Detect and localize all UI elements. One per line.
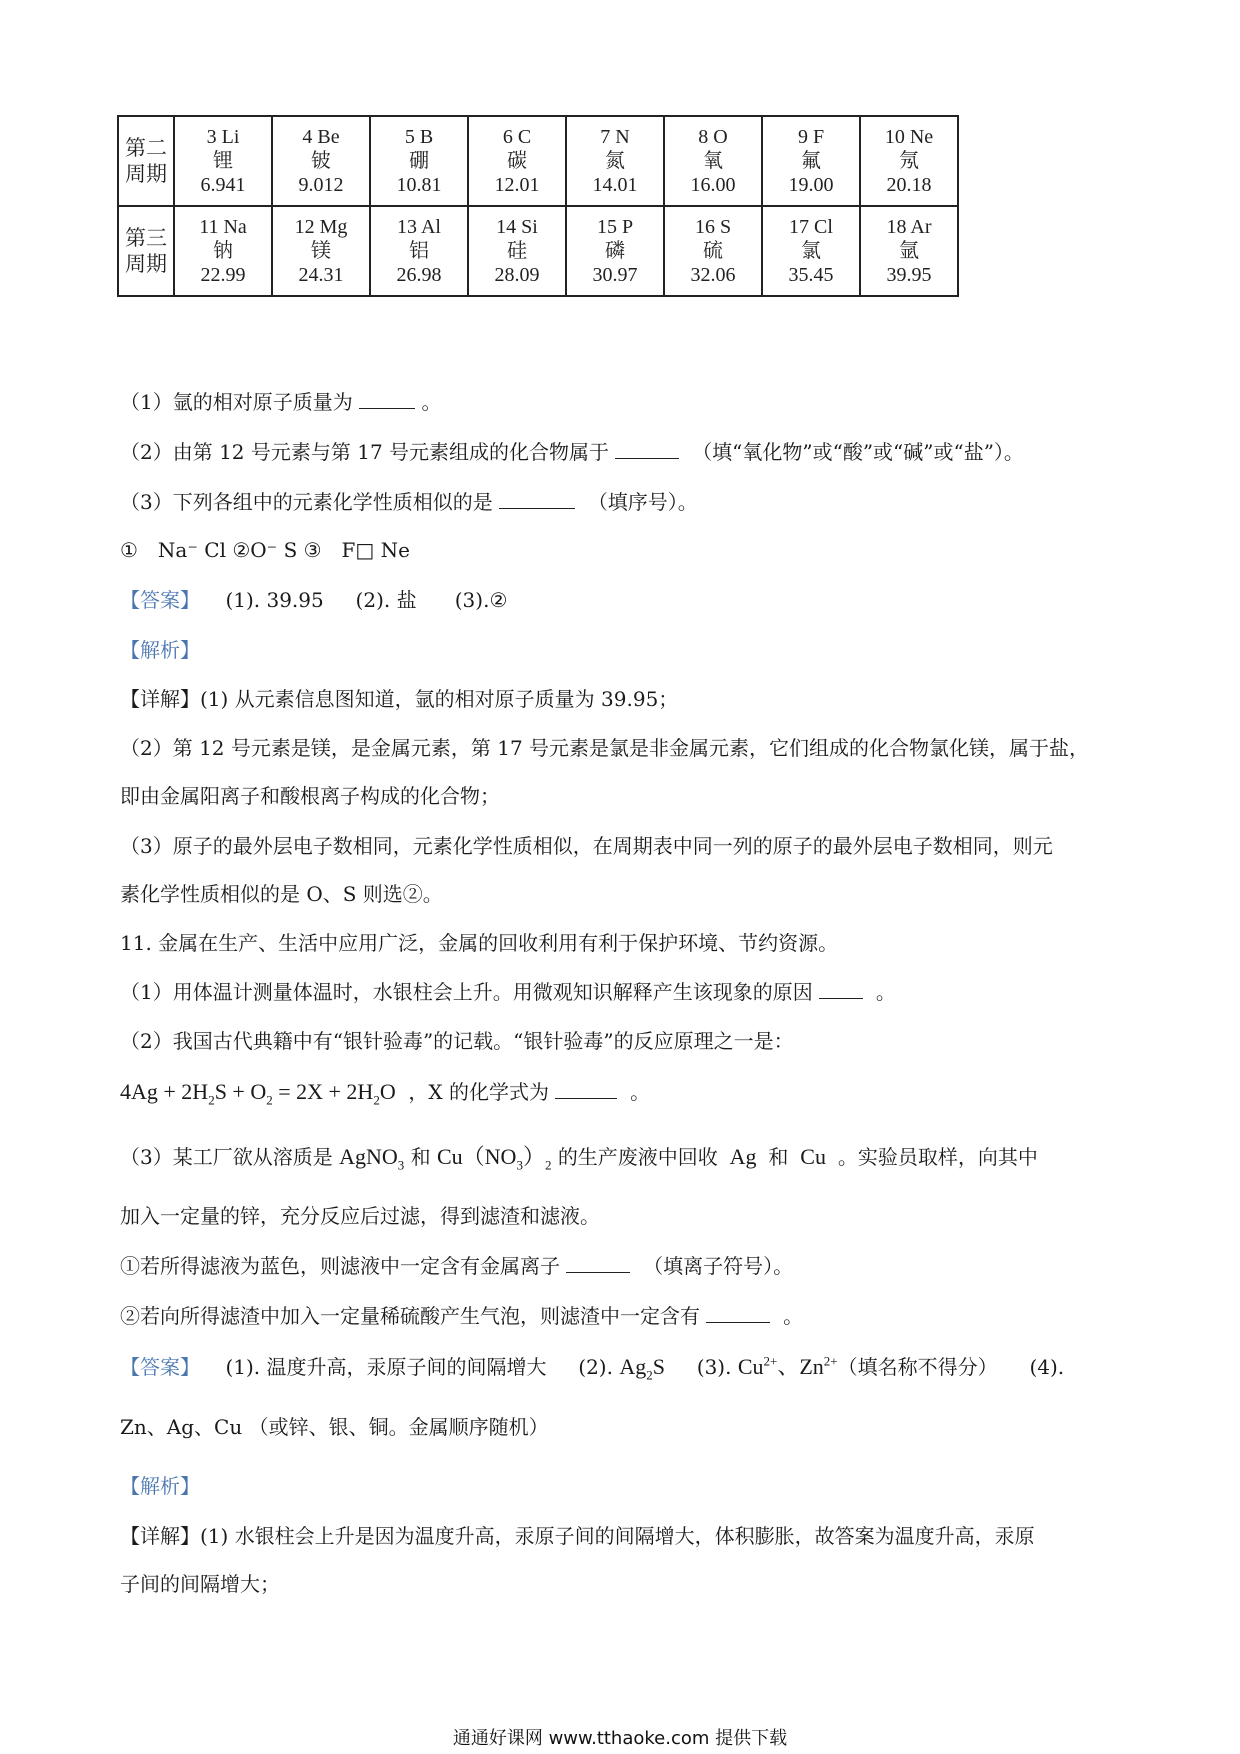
answer-label: 【答案】 xyxy=(120,588,200,612)
element-cell: 3 Li 锂 6.941 xyxy=(174,116,272,206)
q10-part1: （1）氩的相对原子质量为 。 xyxy=(120,390,442,414)
q11-part3: （3）某工厂欲从溶质是 AgNO$_3$ 和 $Cu(NO_3)_2$ 的生产废液中回收 Ag 和 Cu 。实验员取样，向其中 xyxy=(120,1144,1038,1173)
q10-detail-3b: 素化学性质相似的是 O、S 则选②。 xyxy=(120,882,443,906)
period-3-row xyxy=(118,206,958,296)
q11-sub1: ①若所得滤液为蓝色，则滤液中一定含有金属离子 （填离子符号）。 xyxy=(120,1254,794,1278)
formula-ag: Ag xyxy=(724,1144,763,1169)
q10-detail-1: 【详解】(1) 从元素信息图知道，氩的相对原子质量为 39.95； xyxy=(120,687,679,711)
q11-equation: $4Ag + 2H_2S + O_2 = 2X + 2H_2O$ ，X 的化学式为 。 xyxy=(120,1079,651,1108)
period-label: 第二 周期 xyxy=(118,116,174,206)
formula-cu-no3-2: $Cu(NO_3)_2$ xyxy=(436,1144,552,1173)
answer-blank xyxy=(499,490,575,509)
q11-analysis-label: 【解析】 xyxy=(120,1474,200,1498)
element-cell: 15 P 磷 30.97 xyxy=(566,206,664,296)
element-cell: 8 O 氧 16.00 xyxy=(664,116,762,206)
element-cell: 11 Na 钠 22.99 xyxy=(174,206,272,296)
q11-part1: （1）用体温计测量体温时，水银柱会上升。用微观知识解释产生该现象的原因 。 xyxy=(120,980,896,1004)
answer-blank xyxy=(359,390,415,409)
element-cell: 12 Mg 镁 24.31 xyxy=(272,206,370,296)
q11-answer-4: Zn、Ag、Cu （或锌、银、铜。金属顺序随机） xyxy=(120,1415,549,1439)
q11-part2: （2）我国古代典籍中有“银针验毒”的记载。“银针验毒”的反应原理之一是： xyxy=(120,1029,794,1053)
element-cell: 7 N 氮 14.01 xyxy=(566,116,664,206)
element-cell: 6 C 碳 12.01 xyxy=(468,116,566,206)
q10-detail-3a: （3）原子的最外层电子数相同，元素化学性质相似，在周期表中同一列的原子的最外层电子数相同，则元 xyxy=(120,834,1053,858)
q10-answer: 【答案】 (1). 39.95 (2). 盐 (3).② xyxy=(120,588,508,612)
periodic-table-excerpt xyxy=(117,115,959,297)
q10-options: ① Na⁻ Cl ②O⁻ S ③ F□ Ne xyxy=(120,538,411,562)
formula-ag2s: $Ag_2S$ xyxy=(619,1354,665,1383)
q11-detail-1b: 子间的间隔增大； xyxy=(120,1572,280,1596)
q11-detail-1a: 【详解】(1) 水银柱会上升是因为温度升高，汞原子间的间隔增大，体积膨胀，故答案为温度升高，汞原 xyxy=(120,1524,1035,1548)
answer-blank xyxy=(555,1080,617,1099)
element-cell: 14 Si 硅 28.09 xyxy=(468,206,566,296)
element-cell: 10 Ne 氖 20.18 xyxy=(860,116,958,206)
answer-blank xyxy=(706,1304,770,1323)
answer-blank xyxy=(615,440,679,459)
q10-part3: （3）下列各组中的元素化学性质相似的是 （填序号）。 xyxy=(120,490,698,514)
q10-part2: （2）由第 12 号元素与第 17 号元素组成的化合物属于 （填“氧化物”或“酸”或“碱”或“盐”）。 xyxy=(120,440,1024,464)
element-cell: 13 Al 铝 26.98 xyxy=(370,206,468,296)
q11-answer: 【答案】 (1). 温度升高，汞原子间的间隔增大 (2). $Ag_2S$ (3). $Cu^{2+}$、$Zn^{2+}$（填名称不得分） (4). xyxy=(120,1353,1065,1383)
formula-agno3: AgNO$_3$ xyxy=(339,1144,405,1173)
element-cell: 9 F 氟 19.00 xyxy=(762,116,860,206)
q11-stem: 11. 金属在生产、生活中应用广泛，金属的回收利用有利于保护环境、节约资源。 xyxy=(120,931,839,955)
element-cell: 16 S 硫 32.06 xyxy=(664,206,762,296)
chemical-equation: $4Ag + 2H_2S + O_2 = 2X + 2H_2O$ xyxy=(120,1079,396,1108)
answer-blank xyxy=(566,1254,630,1273)
q10-detail-2b: 即由金属阳离子和酸根离子构成的化合物； xyxy=(120,784,500,808)
formula-cu: Cu xyxy=(794,1144,832,1169)
page-footer: 通通好课网 www.tthaoke.com 提供下载 xyxy=(452,1728,788,1749)
element-cell: 17 Cl 氯 35.45 xyxy=(762,206,860,296)
q11-part3b: 加入一定量的锌，充分反应后过滤，得到滤渣和滤液。 xyxy=(120,1204,600,1228)
q10-analysis-label: 【解析】 xyxy=(120,638,200,662)
q11-sub2: ②若向所得滤渣中加入一定量稀硫酸产生气泡，则滤渣中一定含有 。 xyxy=(120,1304,804,1328)
element-cell: 4 Be 铍 9.012 xyxy=(272,116,370,206)
q10-detail-2a: （2）第 12 号元素是镁，是金属元素，第 17 号元素是氯是非金属元素，它们组成的化合物氯化镁，属于盐， xyxy=(120,736,1090,760)
answer-blank xyxy=(819,980,863,999)
element-cell: 18 Ar 氩 39.95 xyxy=(860,206,958,296)
answer-label: 【答案】 xyxy=(120,1355,200,1379)
element-cell: 5 B 硼 10.81 xyxy=(370,116,468,206)
ion-symbols: $Cu^{2+}$、$Zn^{2+}$ xyxy=(737,1353,838,1379)
period-label: 第三 周期 xyxy=(118,206,174,296)
period-2-row xyxy=(118,116,958,206)
